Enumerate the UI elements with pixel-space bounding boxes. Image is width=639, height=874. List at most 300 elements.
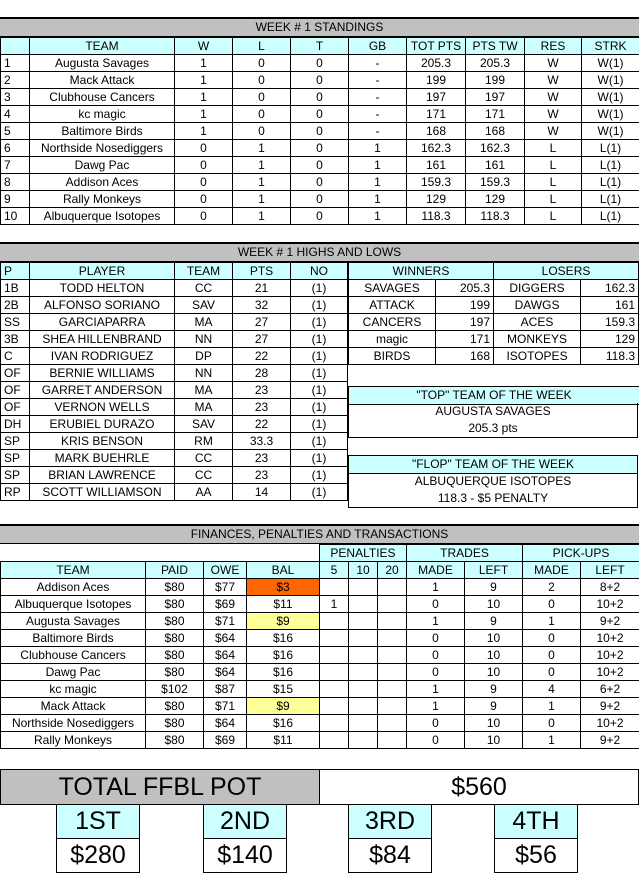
finance-team-cell: Dawg Pac — [1, 664, 146, 681]
standings-cell: - — [349, 55, 407, 72]
standings-cell: 0 — [233, 123, 291, 140]
finance-cell — [349, 613, 378, 630]
finance-cell: 9+2 — [581, 613, 639, 630]
player-cell: 27 — [233, 314, 291, 331]
player-cell: MA — [175, 314, 233, 331]
player-cell: AA — [175, 484, 233, 501]
standings-header-cell: STRK — [582, 38, 639, 55]
finances-row — [1, 732, 639, 749]
finance-cell — [320, 630, 349, 647]
finances-header-cell: MADE — [407, 562, 465, 579]
finances-title: FINANCES, PENALTIES AND TRANSACTIONS — [0, 524, 639, 544]
finance-cell: $80 — [146, 715, 204, 732]
loser-team-cell: MONKEYS — [494, 331, 581, 348]
finance-cell: $80 — [146, 698, 204, 715]
player-row — [1, 297, 348, 314]
player-cell: SP — [1, 433, 30, 450]
finances-row — [1, 579, 639, 596]
player-name-cell: SCOTT WILLIAMSON — [30, 484, 175, 501]
finance-cell — [378, 681, 407, 698]
player-cell: CC — [175, 467, 233, 484]
standings-cell: 199 — [407, 72, 466, 89]
standings-cell: L — [525, 191, 582, 208]
balance-cell: $3 — [247, 579, 320, 596]
standings-header-cell: TOT PTS — [407, 38, 466, 55]
top-team-label: "TOP" TEAM OF THE WEEK — [348, 386, 639, 405]
standings-cell: 1 — [175, 72, 233, 89]
finance-cell: 9+2 — [581, 732, 639, 749]
player-name-cell: KRIS BENSON — [30, 433, 175, 450]
player-cell: (1) — [291, 433, 348, 450]
player-cell: (1) — [291, 467, 348, 484]
standings-cell: L(1) — [582, 208, 639, 225]
prize-4th — [494, 804, 578, 873]
standings-cell: 199 — [466, 72, 525, 89]
player-row — [1, 467, 348, 484]
standings-cell: L — [525, 208, 582, 225]
trades-group: TRADES — [407, 545, 523, 562]
standings-cell: W — [525, 55, 582, 72]
finance-cell — [349, 698, 378, 715]
standings-cell: 161 — [466, 157, 525, 174]
finances-header-cell: LEFT — [465, 562, 523, 579]
finance-cell — [378, 579, 407, 596]
finance-team-cell: Addison Aces — [1, 579, 146, 596]
finance-cell — [349, 630, 378, 647]
finance-cell — [378, 647, 407, 664]
finance-cell — [349, 664, 378, 681]
prize-place: 4TH — [494, 804, 578, 839]
player-row — [1, 314, 348, 331]
standings-cell: 6 — [1, 140, 30, 157]
finance-cell — [378, 613, 407, 630]
finance-cell: 1 — [320, 596, 349, 613]
winner-pts-cell: 171 — [436, 331, 494, 348]
standings-cell: 0 — [291, 72, 349, 89]
player-row — [1, 382, 348, 399]
finance-cell: $102 — [146, 681, 204, 698]
flop-team-name: ALBUQUERQUE ISOTOPES — [414, 474, 572, 488]
finance-team-cell: Baltimore Birds — [1, 630, 146, 647]
standings-row — [1, 140, 639, 157]
standings-cell: 0 — [291, 123, 349, 140]
finance-cell: 9 — [465, 681, 523, 698]
standings-cell: 0 — [233, 89, 291, 106]
standings-cell: 0 — [233, 72, 291, 89]
standings-cell: 1 — [349, 157, 407, 174]
player-name-cell: ERUBIEL DURAZO — [30, 416, 175, 433]
finance-cell: $64 — [204, 647, 247, 664]
finance-cell: 1 — [523, 613, 581, 630]
standings-cell: 159.3 — [466, 174, 525, 191]
player-row — [1, 416, 348, 433]
loser-pts-cell: 129 — [581, 331, 639, 348]
standings-cell: W — [525, 123, 582, 140]
player-name-cell: ALFONSO SORIANO — [30, 297, 175, 314]
finance-cell: 10 — [465, 664, 523, 681]
team-name-cell: Mack Attack — [30, 72, 175, 89]
standings-cell: 129 — [466, 191, 525, 208]
standings-title: WEEK # 1 STANDINGS — [0, 17, 639, 37]
players-header-cell: P — [1, 263, 30, 280]
finance-cell — [378, 630, 407, 647]
winners-losers-table — [348, 262, 639, 365]
standings-cell: W — [525, 89, 582, 106]
player-cell: NN — [175, 331, 233, 348]
standings-cell: L — [525, 157, 582, 174]
player-cell: 1B — [1, 280, 30, 297]
balance-cell: $16 — [247, 715, 320, 732]
finance-cell: 0 — [407, 647, 465, 664]
standings-cell: 0 — [291, 208, 349, 225]
finance-cell: 10+2 — [581, 715, 639, 732]
player-cell: 23 — [233, 382, 291, 399]
standings-cell: 205.3 — [407, 55, 466, 72]
finance-cell: 9 — [465, 613, 523, 630]
standings-cell: 1 — [349, 140, 407, 157]
standings-cell: 118.3 — [466, 208, 525, 225]
standings-cell: 7 — [1, 157, 30, 174]
pickups-group: PICK-UPS — [523, 545, 639, 562]
player-cell: 2B — [1, 297, 30, 314]
finance-cell: $64 — [204, 664, 247, 681]
player-cell: (1) — [291, 484, 348, 501]
finance-cell — [349, 715, 378, 732]
finances-row — [1, 715, 639, 732]
standings-cell: 0 — [233, 55, 291, 72]
standings-cell: 8 — [1, 174, 30, 191]
player-cell: 23 — [233, 467, 291, 484]
balance-cell: $11 — [247, 732, 320, 749]
player-cell: 33.3 — [233, 433, 291, 450]
finance-cell: 0 — [523, 630, 581, 647]
finance-cell — [349, 732, 378, 749]
finance-cell — [378, 732, 407, 749]
standings-cell: 1 — [175, 106, 233, 123]
finance-cell: 10+2 — [581, 647, 639, 664]
standings-cell: 159.3 — [407, 174, 466, 191]
balance-cell: $11 — [247, 596, 320, 613]
finances-section — [0, 524, 639, 749]
player-cell: C — [1, 348, 30, 365]
finance-cell — [378, 698, 407, 715]
standings-row — [1, 157, 639, 174]
finances-row — [1, 698, 639, 715]
finance-team-cell: Clubhouse Cancers — [1, 647, 146, 664]
standings-header-cell: L — [233, 38, 291, 55]
player-cell: SAV — [175, 297, 233, 314]
player-row — [1, 280, 348, 297]
player-cell: 22 — [233, 416, 291, 433]
standings-cell: 0 — [291, 106, 349, 123]
standings-header-cell — [1, 38, 30, 55]
winner-team-cell: SAVAGES — [349, 280, 436, 297]
standings-cell: - — [349, 123, 407, 140]
finance-cell — [320, 715, 349, 732]
standings-cell: 162.3 — [407, 140, 466, 157]
flop-team-pts: 118.3 - $5 PENALTY — [437, 491, 549, 505]
standings-cell: 1 — [175, 55, 233, 72]
standings-cell: 1 — [175, 89, 233, 106]
winner-team-cell: CANCERS — [349, 314, 436, 331]
finance-cell: 10+2 — [581, 664, 639, 681]
finance-cell: $80 — [146, 732, 204, 749]
player-cell: SS — [1, 314, 30, 331]
standings-cell: 0 — [291, 191, 349, 208]
finance-cell: 9 — [465, 579, 523, 596]
finance-team-cell: Albuquerque Isotopes — [1, 596, 146, 613]
player-row — [1, 433, 348, 450]
winners-losers-row — [349, 314, 639, 331]
winners-losers-header — [349, 263, 639, 280]
finance-cell — [349, 596, 378, 613]
balance-cell: $9 — [247, 613, 320, 630]
player-cell: 23 — [233, 399, 291, 416]
standings-cell: 2 — [1, 72, 30, 89]
player-cell: RM — [175, 433, 233, 450]
standings-cell: L — [525, 174, 582, 191]
losers-label: LOSERS — [494, 263, 639, 280]
standings-cell: 1 — [233, 174, 291, 191]
standings-cell: 0 — [175, 157, 233, 174]
standings-row — [1, 208, 639, 225]
standings-cell: 0 — [233, 106, 291, 123]
standings-cell: - — [349, 89, 407, 106]
finance-cell: 0 — [523, 664, 581, 681]
finance-cell: 1 — [407, 681, 465, 698]
team-name-cell: Baltimore Birds — [30, 123, 175, 140]
finance-cell: 0 — [407, 630, 465, 647]
finances-header-cell: BAL — [247, 562, 320, 579]
standings-cell: - — [349, 106, 407, 123]
finances-blank — [1, 545, 320, 562]
prize-amount: $84 — [348, 839, 432, 873]
standings-cell: - — [349, 72, 407, 89]
player-row — [1, 484, 348, 501]
finances-row — [1, 630, 639, 647]
team-name-cell: Northside Nosediggers — [30, 140, 175, 157]
finance-cell — [320, 613, 349, 630]
finances-header-cell: 5 — [320, 562, 349, 579]
player-cell: MA — [175, 399, 233, 416]
team-name-cell: Augusta Savages — [30, 55, 175, 72]
standings-cell: 162.3 — [466, 140, 525, 157]
winners-label: WINNERS — [349, 263, 494, 280]
balance-cell: $9 — [247, 698, 320, 715]
finance-cell: $80 — [146, 579, 204, 596]
standings-cell: L(1) — [582, 174, 639, 191]
finance-cell: 1 — [407, 698, 465, 715]
finance-cell: 0 — [407, 596, 465, 613]
standings-cell: L(1) — [582, 140, 639, 157]
player-cell: (1) — [291, 331, 348, 348]
loser-pts-cell: 118.3 — [581, 348, 639, 365]
winner-team-cell: BIRDS — [349, 348, 436, 365]
standings-cell: 171 — [407, 106, 466, 123]
balance-cell: $16 — [247, 647, 320, 664]
finance-cell: $80 — [146, 647, 204, 664]
winners-losers-row — [349, 297, 639, 314]
top-team-value-box — [348, 403, 638, 438]
finance-cell: $77 — [204, 579, 247, 596]
finances-header-cell: PAID — [146, 562, 204, 579]
team-name-cell: Rally Monkeys — [30, 191, 175, 208]
player-cell: (1) — [291, 297, 348, 314]
standings-cell: 197 — [466, 89, 525, 106]
player-cell: SP — [1, 450, 30, 467]
standings-row — [1, 174, 639, 191]
standings-cell: W(1) — [582, 123, 639, 140]
finance-cell — [320, 664, 349, 681]
player-cell: NN — [175, 365, 233, 382]
flop-team-value-box — [348, 473, 638, 508]
player-row — [1, 399, 348, 416]
player-row — [1, 365, 348, 382]
finance-cell: 10+2 — [581, 596, 639, 613]
finance-cell: $71 — [204, 698, 247, 715]
standings-cell: W(1) — [582, 55, 639, 72]
finance-cell: $87 — [204, 681, 247, 698]
penalties-group: PENALTIES — [320, 545, 407, 562]
finance-cell — [378, 715, 407, 732]
winner-pts-cell: 199 — [436, 297, 494, 314]
finance-cell — [320, 698, 349, 715]
standings-cell: 0 — [175, 191, 233, 208]
standings-row — [1, 89, 639, 106]
standings-cell: 171 — [466, 106, 525, 123]
player-cell: 22 — [233, 348, 291, 365]
winner-pts-cell: 197 — [436, 314, 494, 331]
player-cell: 32 — [233, 297, 291, 314]
player-cell: CC — [175, 280, 233, 297]
player-cell: RP — [1, 484, 30, 501]
finance-cell — [378, 664, 407, 681]
standings-cell: L(1) — [582, 191, 639, 208]
finance-team-cell: kc magic — [1, 681, 146, 698]
flop-team-label: "FLOP" TEAM OF THE WEEK — [348, 455, 638, 474]
finances-row — [1, 664, 639, 681]
standings-cell: 0 — [291, 89, 349, 106]
team-name-cell: Dawg Pac — [30, 157, 175, 174]
finances-header-cell: 10 — [349, 562, 378, 579]
finance-cell: 6+2 — [581, 681, 639, 698]
standings-row — [1, 55, 639, 72]
finance-cell: 4 — [523, 681, 581, 698]
standings-cell: 1 — [233, 157, 291, 174]
finance-team-cell: Mack Attack — [1, 698, 146, 715]
players-table — [0, 262, 348, 501]
standings-cell: 1 — [349, 191, 407, 208]
standings-cell: 10 — [1, 208, 30, 225]
standings-cell: 197 — [407, 89, 466, 106]
standings-header-cell: GB — [349, 38, 407, 55]
player-cell: OF — [1, 382, 30, 399]
winners-losers-row — [349, 331, 639, 348]
finance-cell: 0 — [523, 647, 581, 664]
winner-team-cell: magic — [349, 331, 436, 348]
player-cell: 21 — [233, 280, 291, 297]
player-cell: MA — [175, 382, 233, 399]
loser-team-cell: DIGGERS — [494, 280, 581, 297]
team-name-cell: Albuquerque Isotopes — [30, 208, 175, 225]
loser-team-cell: DAWGS — [494, 297, 581, 314]
player-cell: 14 — [233, 484, 291, 501]
standings-cell: 9 — [1, 191, 30, 208]
finance-cell: 10 — [465, 630, 523, 647]
player-cell: SAV — [175, 416, 233, 433]
player-row — [1, 450, 348, 467]
prize-amount: $56 — [494, 839, 578, 873]
winners-losers-row — [349, 348, 639, 365]
standings-cell: W(1) — [582, 106, 639, 123]
total-pot-value: $560 — [319, 769, 639, 805]
finances-row — [1, 681, 639, 698]
standings-header-cell: RES — [525, 38, 582, 55]
standings-cell: W — [525, 72, 582, 89]
finance-cell: 1 — [407, 613, 465, 630]
prize-place: 1ST — [56, 804, 140, 839]
finance-cell: $64 — [204, 630, 247, 647]
team-name-cell: kc magic — [30, 106, 175, 123]
players-header-cell: TEAM — [175, 263, 233, 280]
standings-row — [1, 123, 639, 140]
prize-3rd — [348, 804, 432, 873]
prize-2nd — [203, 804, 287, 873]
standings-cell: 1 — [349, 174, 407, 191]
standings-cell: 129 — [407, 191, 466, 208]
prize-amount: $140 — [203, 839, 287, 873]
finance-cell — [320, 579, 349, 596]
player-name-cell: MARK BUEHRLE — [30, 450, 175, 467]
standings-header-cell: W — [175, 38, 233, 55]
player-name-cell: GARRET ANDERSON — [30, 382, 175, 399]
team-name-cell: Addison Aces — [30, 174, 175, 191]
loser-team-cell: ISOTOPES — [494, 348, 581, 365]
standings-cell: 1 — [1, 55, 30, 72]
finance-cell: $80 — [146, 613, 204, 630]
finance-cell — [378, 596, 407, 613]
finance-cell: $80 — [146, 596, 204, 613]
standings-header-cell: PTS TW — [466, 38, 525, 55]
finance-cell: 9+2 — [581, 698, 639, 715]
player-cell: (1) — [291, 280, 348, 297]
player-name-cell: IVAN RODRIGUEZ — [30, 348, 175, 365]
finance-cell: $71 — [204, 613, 247, 630]
finances-header-cell: LEFT — [581, 562, 639, 579]
standings-cell: 168 — [407, 123, 466, 140]
player-cell: 23 — [233, 450, 291, 467]
winner-pts-cell: 168 — [436, 348, 494, 365]
standings-cell: 0 — [291, 55, 349, 72]
standings-cell: 118.3 — [407, 208, 466, 225]
standings-cell: 5 — [1, 123, 30, 140]
players-header-cell: NO — [291, 263, 348, 280]
standings-table — [0, 37, 639, 225]
standings-cell: L — [525, 140, 582, 157]
finance-cell — [320, 647, 349, 664]
player-cell: 27 — [233, 331, 291, 348]
standings-cell: 4 — [1, 106, 30, 123]
player-cell: 3B — [1, 331, 30, 348]
player-cell: OF — [1, 365, 30, 382]
prize-place: 2ND — [203, 804, 287, 839]
standings-cell: W(1) — [582, 72, 639, 89]
player-cell: CC — [175, 450, 233, 467]
prize-place: 3RD — [348, 804, 432, 839]
finances-row — [1, 647, 639, 664]
prize-amount: $280 — [56, 839, 140, 873]
player-cell: DH — [1, 416, 30, 433]
